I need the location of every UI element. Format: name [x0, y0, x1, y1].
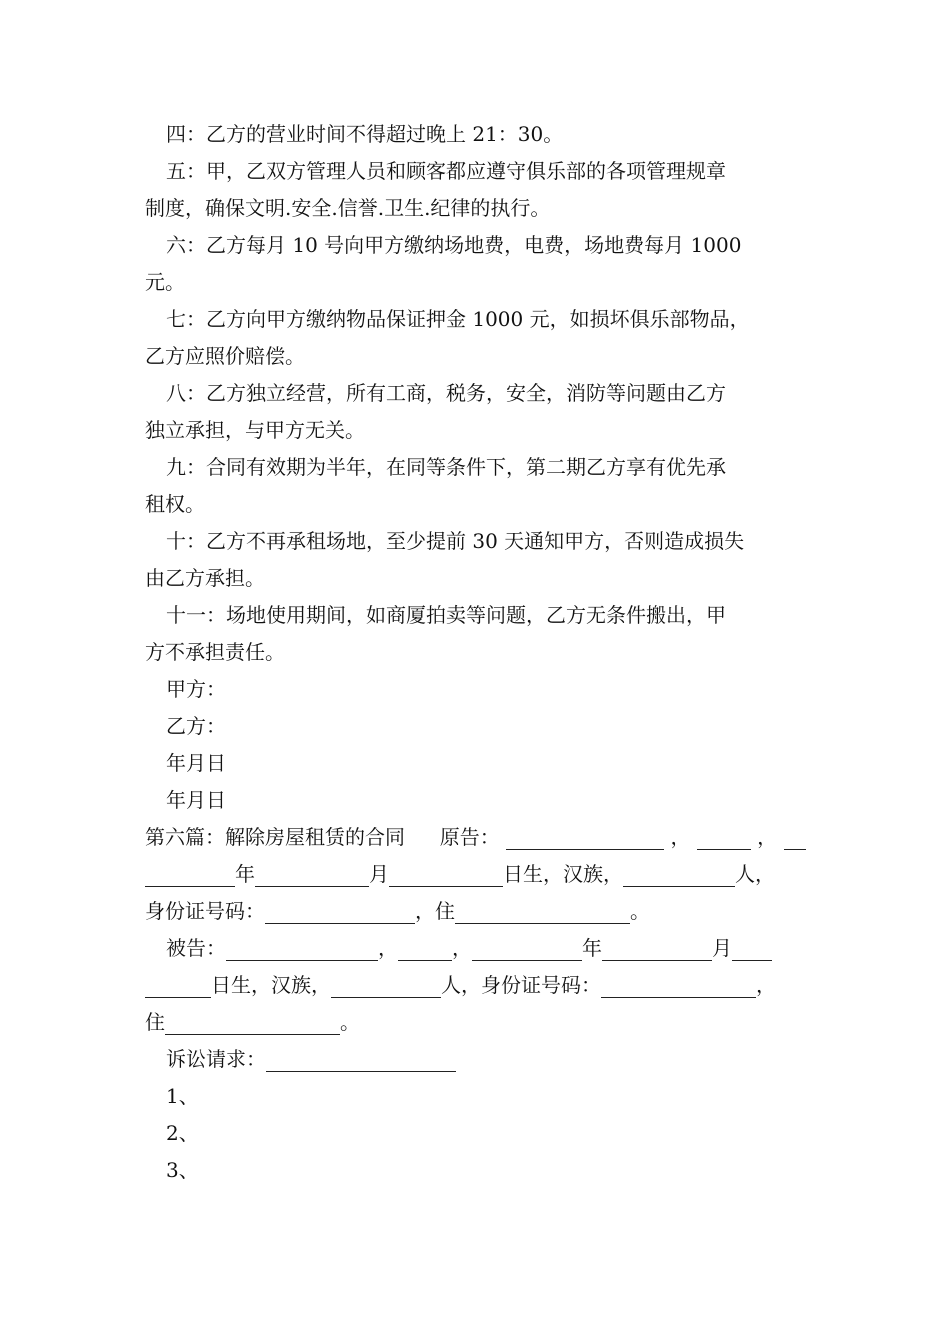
- clause-9-line-1: 九：合同有效期为半年，在同等条件下，第二期乙方享有优先承: [166, 455, 726, 479]
- year-label: 年: [235, 862, 255, 886]
- comma: ，: [670, 825, 691, 849]
- month-label: 月: [712, 936, 732, 960]
- clause-6-line-2: 元。: [145, 270, 185, 294]
- defendant-birth-day-blank[interactable]: [145, 973, 211, 998]
- id-label: ，身份证号码：: [461, 973, 601, 997]
- claim-item-2: 2、: [166, 1121, 199, 1145]
- defendant-hometown-blank[interactable]: [331, 973, 441, 998]
- claim-item-3: 3、: [166, 1158, 199, 1182]
- section6-line-4: [145, 930, 810, 967]
- address-label: 住: [145, 1010, 165, 1034]
- defendant-birth-month-blank[interactable]: [602, 936, 712, 961]
- period: 。: [630, 899, 650, 923]
- section6-line-3: [145, 893, 810, 930]
- defendant-name-blank[interactable]: [226, 936, 378, 961]
- plaintiff-id-blank[interactable]: [265, 899, 415, 924]
- section6-line-1: [145, 819, 810, 856]
- plaintiff-birth-day-blank[interactable]: [389, 862, 503, 887]
- plaintiff-hometown-blank[interactable]: [623, 862, 735, 887]
- signature-date-1: 年月日: [166, 751, 226, 775]
- address-label: 住: [435, 899, 455, 923]
- clause-5-line-2: 制度，确保文明.安全.信誉.卫生.纪律的执行。: [145, 196, 551, 220]
- period: 。: [340, 1010, 360, 1034]
- id-label: 身份证号码：: [145, 899, 265, 923]
- clause-7-line-1: 七：乙方向甲方缴纳物品保证押金 1000 元，如损坏俱乐部物品，: [166, 307, 750, 331]
- section6-line-5: [145, 967, 810, 1004]
- defendant-birth-day-blank-start[interactable]: [732, 936, 772, 961]
- comma: ，: [378, 936, 398, 960]
- comma: ，: [756, 973, 776, 997]
- plaintiff-label: 原告：: [439, 825, 500, 849]
- person-label: 人: [441, 973, 461, 997]
- clause-8-line-2: 独立承担，与甲方无关。: [145, 418, 365, 442]
- plaintiff-birth-month-blank[interactable]: [255, 862, 369, 887]
- claim-item-1: 1、: [166, 1084, 199, 1108]
- clause-9-line-2: 租权。: [145, 492, 205, 516]
- document-body: [145, 116, 810, 1189]
- section6-heading: 第六篇：解除房屋租赁的合同: [145, 825, 405, 849]
- clause-10-line-1: 十：乙方不再承租场地，至少提前 30 天通知甲方，否则造成损失: [166, 529, 745, 553]
- defendant-label: 被告：: [166, 936, 226, 960]
- plaintiff-birth-year-blank[interactable]: [145, 862, 235, 887]
- plaintiff-name-blank[interactable]: [506, 825, 664, 850]
- party-b-signature: 乙方：: [166, 714, 226, 738]
- clause-4: 四：乙方的营业时间不得超过晚上 21：30。: [166, 122, 564, 146]
- claims-label: 诉讼请求：: [166, 1047, 266, 1071]
- section6-line-6: [145, 1004, 810, 1041]
- clause-11-line-1: 十一：场地使用期间，如商厦拍卖等问题，乙方无条件搬出，甲: [166, 603, 726, 627]
- defendant-gender-blank[interactable]: [398, 936, 452, 961]
- plaintiff-birth-year-blank-start[interactable]: [784, 825, 806, 850]
- born-ethnic-label: 日生，汉族，: [211, 973, 331, 997]
- defendant-birth-year-blank[interactable]: [472, 936, 582, 961]
- party-a-signature: 甲方：: [166, 677, 226, 701]
- clause-8-line-1: 八：乙方独立经营，所有工商，税务，安全，消防等问题由乙方: [166, 381, 726, 405]
- clause-7-line-2: 乙方应照价赔偿。: [145, 344, 305, 368]
- comma: ，: [452, 936, 472, 960]
- claims-line: [145, 1041, 810, 1078]
- defendant-address-blank[interactable]: [165, 1010, 340, 1035]
- clause-6-line-1: 六：乙方每月 10 号向甲方缴纳场地费，电费，场地费每月 1000: [166, 233, 742, 257]
- clause-5-line-1: 五：甲，乙双方管理人员和顾客都应遵守俱乐部的各项管理规章: [166, 159, 726, 183]
- year-label: 年: [582, 936, 602, 960]
- month-label: 月: [369, 862, 389, 886]
- clause-11-line-2: 方不承担责任。: [145, 640, 285, 664]
- person-label: 人，: [735, 862, 775, 886]
- born-ethnic-label: 日生，汉族，: [503, 862, 623, 886]
- plaintiff-gender-blank[interactable]: [697, 825, 751, 850]
- clause-10-line-2: 由乙方承担。: [145, 566, 265, 590]
- signature-date-2: 年月日: [166, 788, 226, 812]
- comma: ，: [757, 825, 778, 849]
- defendant-id-blank[interactable]: [601, 973, 756, 998]
- plaintiff-address-blank[interactable]: [455, 899, 630, 924]
- comma: ，: [415, 899, 435, 923]
- section6-line-2: [145, 856, 810, 893]
- claims-blank[interactable]: [266, 1047, 456, 1072]
